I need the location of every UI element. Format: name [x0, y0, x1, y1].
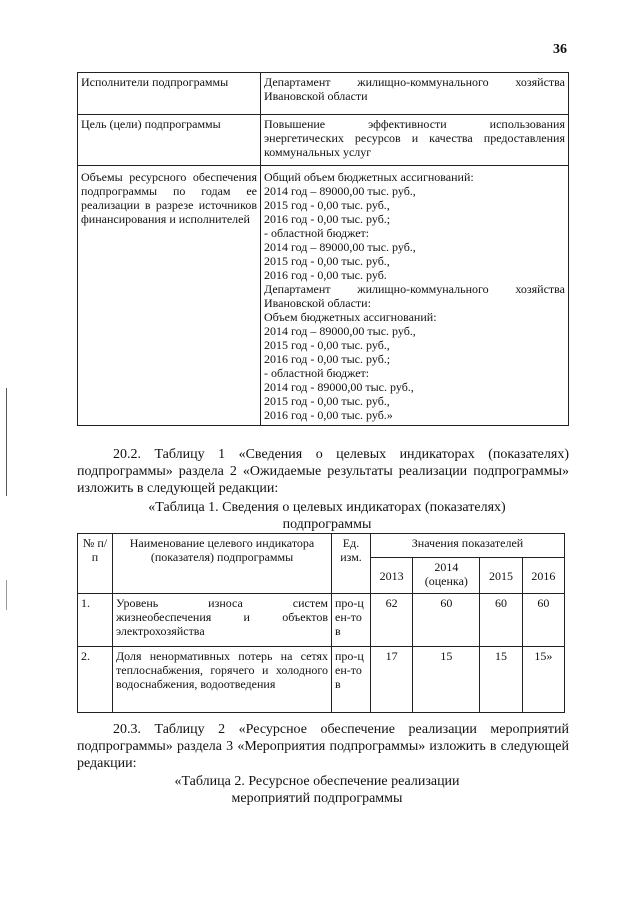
- row-value: 15: [480, 647, 522, 713]
- funding-line: 2016 год - 0,00 тыс. руб.: [264, 268, 387, 282]
- paragraph-20-2: 20.2. Таблицу 1 «Сведения о целевых индикаторах (показателях) подпрограммы» раздела 2 «Ожидаемые результаты реализации подпрограммы» изложить в следующей редакции:: [77, 447, 569, 496]
- header-year: 2016: [522, 558, 564, 594]
- goal-value: Повышение эффективности использования энергетических ресурсов и качества предоставления коммунальных услуг: [261, 115, 569, 166]
- row-name: Уровень износа систем жизнеобеспечения и объектов электрохозяйства: [113, 594, 332, 647]
- funding-line: - областной бюджет:: [264, 366, 370, 380]
- row-value: 60: [522, 594, 564, 647]
- row-name: Доля ненормативных потерь на сетях теплоснабжения, горячего и холодного водоснабжения, водоотведения: [113, 647, 332, 713]
- funding-line: Объем бюджетных ассигнований:: [264, 310, 437, 324]
- indicators-table: [77, 533, 565, 713]
- row-unit: про-цен-тов: [332, 647, 371, 713]
- header-name: Наименование целевого индикатора (показателя) подпрограммы: [113, 534, 332, 594]
- program-passport-table: [77, 72, 569, 426]
- funding-line: 2016 год - 0,00 тыс. руб.;: [264, 352, 391, 366]
- goal-label: Цель (цели) подпрограммы: [78, 115, 261, 166]
- header-year: 2013: [371, 558, 413, 594]
- row-value: 15: [413, 647, 480, 713]
- row-value: 17: [371, 647, 413, 713]
- header-values: Значения показателей: [371, 534, 565, 558]
- header-num: № п/п: [78, 534, 113, 594]
- executors-label: Исполнители подпрограммы: [78, 73, 261, 115]
- executors-value: Департамент жилищно-коммунального хозяйства Ивановской области: [261, 73, 569, 115]
- row-value: 15»: [522, 647, 564, 713]
- header-year: 2015: [480, 558, 522, 594]
- header-year: 2014 (оценка): [413, 558, 480, 594]
- margin-mark: [6, 580, 7, 610]
- page-number: 36: [553, 42, 567, 57]
- funding-line: 2014 год – 89000,00 тыс. руб.,: [264, 240, 416, 254]
- funding-line: 2015 год - 0,00 тыс. руб.,: [264, 394, 390, 408]
- funding-line: - областной бюджет:: [264, 226, 370, 240]
- funding-line: 2016 год - 0,00 тыс. руб.;: [264, 212, 391, 226]
- funding-line: 2016 год - 0,00 тыс. руб.»: [264, 408, 393, 422]
- funding-line: Общий объем бюджетных ассигнований:: [264, 170, 474, 184]
- table1-title: «Таблица 1. Сведения о целевых индикаторах (показателях) подпрограммы: [148, 500, 506, 532]
- funding-line: Департамент жилищно-коммунального хозяйства Ивановской области:: [264, 282, 565, 310]
- row-num: 2.: [78, 647, 113, 713]
- row-value: 60: [480, 594, 522, 647]
- row-unit: про-цен-тов: [332, 594, 371, 647]
- funding-line: 2015 год - 0,00 тыс. руб.,: [264, 254, 390, 268]
- margin-mark: [6, 388, 7, 496]
- paragraph-20-3: 20.3. Таблицу 2 «Ресурсное обеспечение реализации мероприятий подпрограммы» раздела 3 «Мероприятия подпрограммы» изложить в следующей редакции:: [77, 722, 569, 771]
- funding-line: 2014 год – 89000,00 тыс. руб.,: [264, 324, 416, 338]
- funding-line: 2015 год - 0,00 тыс. руб.,: [264, 338, 390, 352]
- row-value: 60: [413, 594, 480, 647]
- header-unit: Ед. изм.: [332, 534, 371, 594]
- funding-value: [261, 166, 569, 426]
- table2-title: «Таблица 2. Ресурсное обеспечение реализации мероприятий подпрограммы: [174, 774, 460, 806]
- row-num: 1.: [78, 594, 113, 647]
- funding-label: Объемы ресурсного обеспечения подпрограммы по годам ее реализации в разрезе источников финансирования и исполнителей: [78, 166, 261, 426]
- row-value: 62: [371, 594, 413, 647]
- funding-line: 2014 год – 89000,00 тыс. руб.,: [264, 184, 416, 198]
- funding-line: 2015 год - 0,00 тыс. руб.,: [264, 198, 390, 212]
- funding-line: 2014 год - 89000,00 тыс. руб.,: [264, 380, 414, 394]
